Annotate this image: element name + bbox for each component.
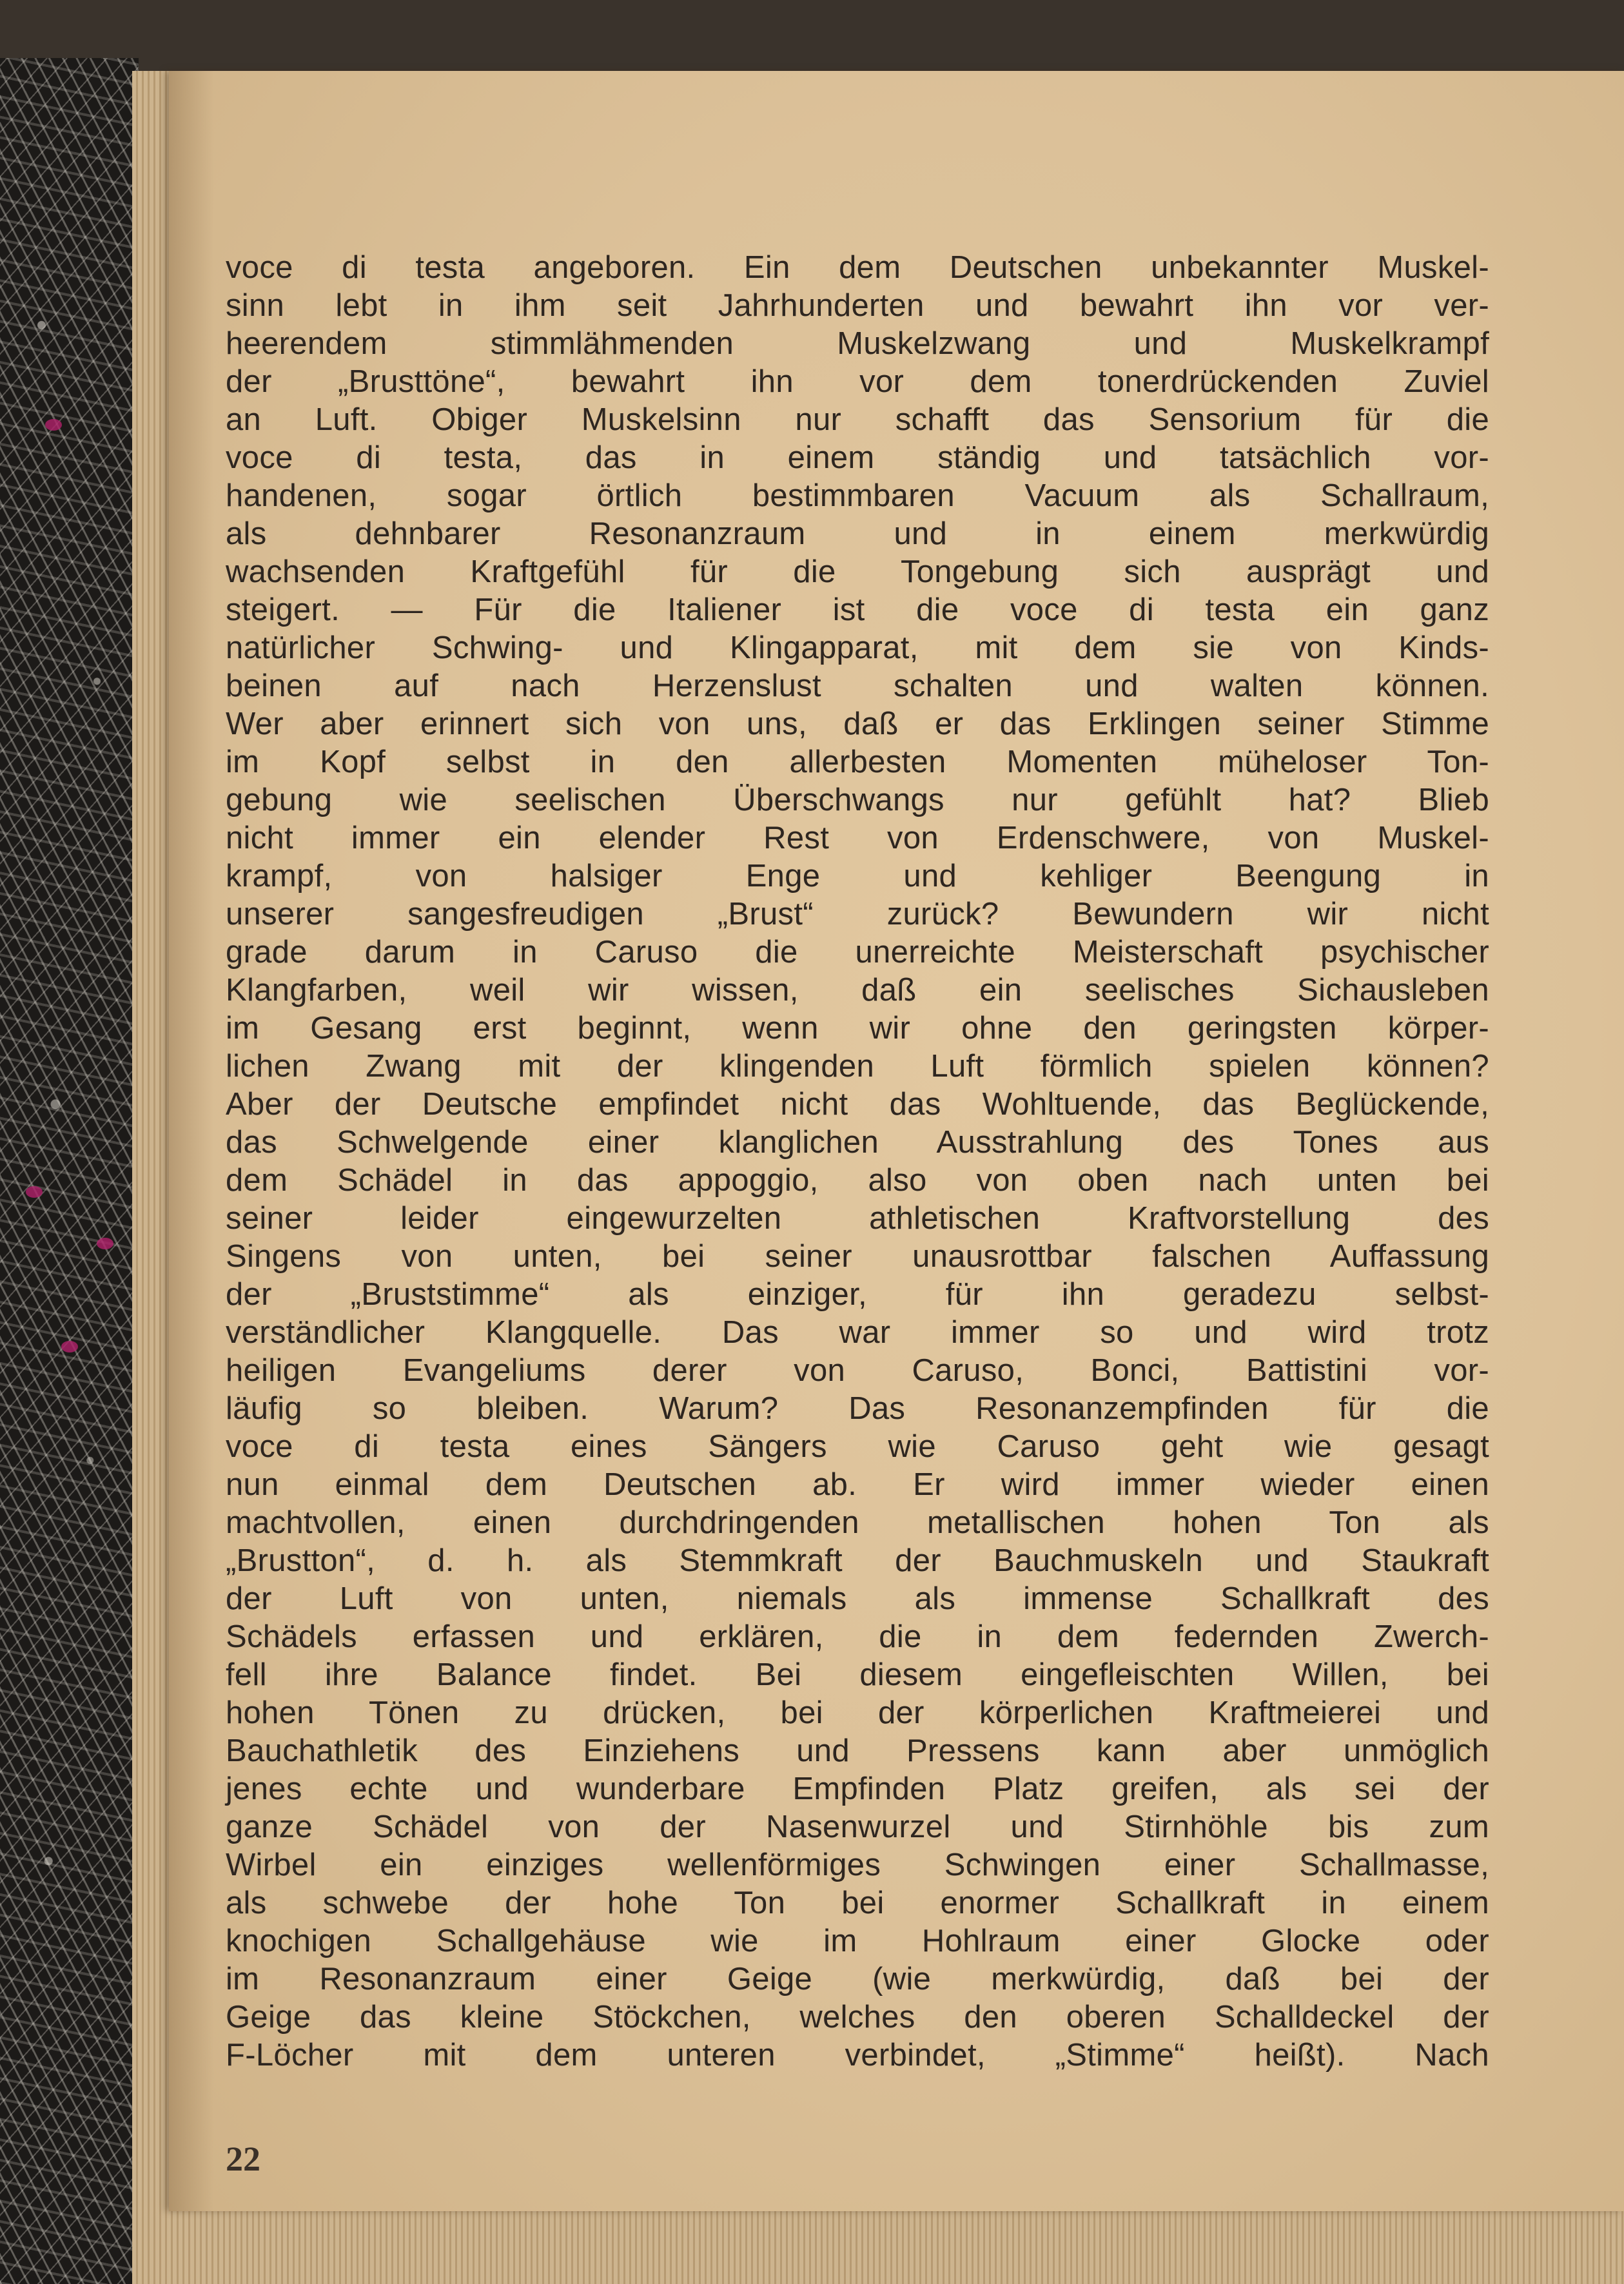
text-line: verständlicher Klangquelle. Das war immer so und wird trotz xyxy=(226,1315,1489,1350)
text-line: nicht immer ein elender Rest von Erdenschwere, von Muskel- xyxy=(226,821,1489,855)
text-line: nun einmal dem Deutschen ab. Er wird immer wieder einen xyxy=(226,1467,1489,1502)
cover-ink-spot xyxy=(45,419,62,431)
text-line: als schwebe der hohe Ton bei enormer Schallkraft in einem xyxy=(226,1886,1489,1920)
text-line: fell ihre Balance findet. Bei diesem eingefleischten Willen, bei xyxy=(226,1657,1489,1692)
text-line: wachsenden Kraftgefühl für die Tongebung sich ausprägt und xyxy=(226,554,1489,589)
text-line: Geige das kleine Stöckchen, welches den oberen Schalldeckel der xyxy=(226,2000,1489,2035)
text-line: Wirbel ein einziges wellenförmiges Schwingen einer Schallmasse, xyxy=(226,1848,1489,1882)
text-line: natürlicher Schwing- und Klingapparat, mit dem sie von Kinds- xyxy=(226,630,1489,665)
page-number: 22 xyxy=(226,2140,260,2178)
text-line: läufig so bleiben. Warum? Das Resonanzempfinden für die xyxy=(226,1391,1489,1426)
text-line: Aber der Deutsche empfindet nicht das Wohltuende, das Beglückende, xyxy=(226,1087,1489,1122)
body-text xyxy=(226,249,1489,2074)
text-line: krampf, von halsiger Enge und kehliger Beengung in xyxy=(226,859,1489,893)
text-line: an Luft. Obiger Muskelsinn nur schafft das Sensorium für die xyxy=(226,402,1489,437)
text-line: heiligen Evangeliums derer von Caruso, Bonci, Battistini vor- xyxy=(226,1353,1489,1388)
text-line: seiner leider eingewurzelten athletischen Kraftvorstellung des xyxy=(226,1201,1489,1236)
text-line: ganze Schädel von der Nasenwurzel und Stirnhöhle bis zum xyxy=(226,1810,1489,1844)
text-line: im Resonanzraum einer Geige (wie merkwürdig, daß bei der xyxy=(226,1962,1489,1996)
text-line: unserer sangesfreudigen „Brust“ zurück? Bewundern wir nicht xyxy=(226,897,1489,932)
text-line: das Schwelgende einer klanglichen Ausstrahlung des Tones aus xyxy=(226,1125,1489,1160)
text-line: heerendem stimmlähmenden Muskelzwang und Muskelkrampf xyxy=(226,326,1489,361)
text-line: gebung wie seelischen Überschwangs nur gefühlt hat? Blieb xyxy=(226,783,1489,817)
text-line: Bauchathletik des Einziehens und Pressens kann aber unmöglich xyxy=(226,1733,1489,1768)
text-line: Klangfarben, weil wir wissen, daß ein seelisches Sichausleben xyxy=(226,973,1489,1008)
text-line: machtvollen, einen durchdringenden metallischen hohen Ton als xyxy=(226,1505,1489,1540)
text-line: grade darum in Caruso die unerreichte Meisterschaft psychischer xyxy=(226,935,1489,970)
text-line: voce di testa eines Sängers wie Caruso geht wie gesagt xyxy=(226,1429,1489,1464)
text-line: „Brustton“, d. h. als Stemmkraft der Bauchmuskeln und Staukraft xyxy=(226,1543,1489,1578)
cover-ink-spot xyxy=(61,1341,78,1352)
text-line: als dehnbarer Resonanzraum und in einem merkwürdig xyxy=(226,516,1489,551)
text-line: dem Schädel in das appoggio, also von oben nach unten bei xyxy=(226,1163,1489,1198)
text-line: hohen Tönen zu drücken, bei der körperlichen Kraftmeierei und xyxy=(226,1695,1489,1730)
marbled-book-cover xyxy=(0,58,139,2284)
text-line: voce di testa angeboren. Ein dem Deutschen unbekannter Muskel- xyxy=(226,250,1489,285)
text-line: im Kopf selbst in den allerbesten Momenten müheloser Ton- xyxy=(226,745,1489,779)
text-line: Singens von unten, bei seiner unausrottbar falschen Auffassung xyxy=(226,1239,1489,1274)
text-line: F-Löcher mit dem unteren verbindet, „Stimme“ heißt). Nach xyxy=(226,2038,1489,2073)
text-line: knochigen Schallgehäuse wie im Hohlraum einer Glocke oder xyxy=(226,1924,1489,1958)
text-line: jenes echte und wunderbare Empfinden Platz greifen, als sei der xyxy=(226,1772,1489,1806)
text-line: lichen Zwang mit der klingenden Luft förmlich spielen können? xyxy=(226,1049,1489,1084)
text-line: im Gesang erst beginnt, wenn wir ohne den geringsten körper- xyxy=(226,1011,1489,1046)
text-line: beinen auf nach Herzenslust schalten und walten können. xyxy=(226,669,1489,703)
text-line: der „Bruststimme“ als einziger, für ihn geradezu selbst- xyxy=(226,1277,1489,1312)
text-line: Schädels erfassen und erklären, die in dem federnden Zwerch- xyxy=(226,1619,1489,1654)
cover-ink-spot xyxy=(97,1238,113,1249)
text-line: der Luft von unten, niemals als immense Schallkraft des xyxy=(226,1581,1489,1616)
text-line: der „Brusttöne“, bewahrt ihn vor dem tonerdrückenden Zuviel xyxy=(226,364,1489,399)
text-line: steigert. — Für die Italiener ist die voce di testa ein ganz xyxy=(226,592,1489,627)
text-line: voce di testa, das in einem ständig und tatsächlich vor- xyxy=(226,440,1489,475)
text-line: handenen, sogar örtlich bestimmbaren Vacuum als Schallraum, xyxy=(226,478,1489,513)
text-line: Wer aber erinnert sich von uns, daß er das Erklingen seiner Stimme xyxy=(226,707,1489,741)
cover-ink-spot xyxy=(26,1186,43,1198)
gutter-shadow xyxy=(169,71,214,2211)
text-line: sinn lebt in ihm seit Jahrhunderten und bewahrt ihn vor ver- xyxy=(226,288,1489,323)
